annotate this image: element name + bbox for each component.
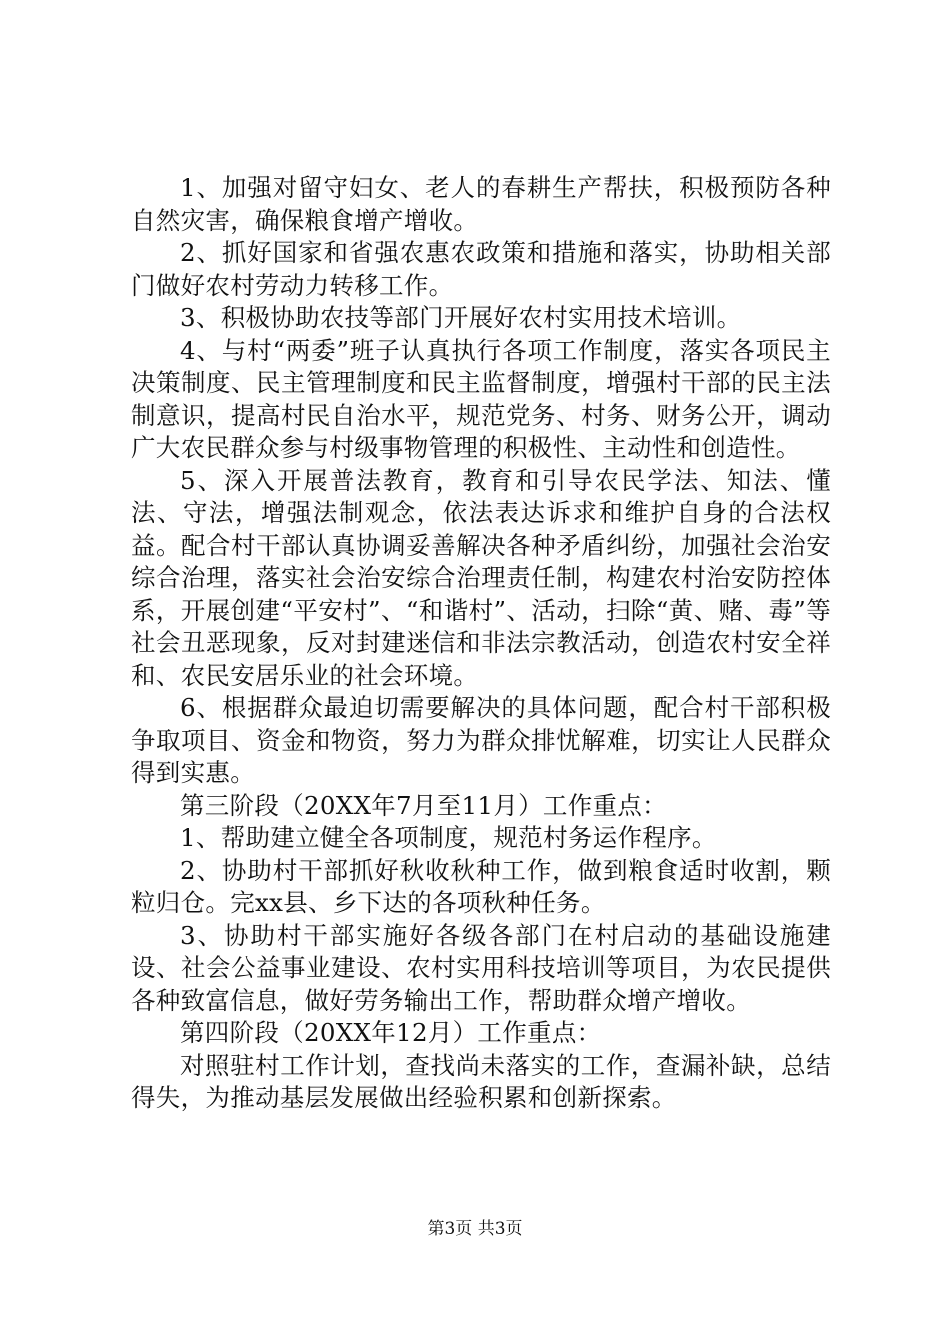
paragraph-spring-farming: 1、加强对留守妇女、老人的春耕生产帮扶，积极预防各种自然灾害，确保粮食增产增收。	[131, 173, 831, 235]
paragraph-summary: 对照驻村工作计划，查找尚未落实的工作，查漏补缺，总结得失，为推动基层发展做出经验积累和创新探索。	[131, 1050, 831, 1112]
paragraph-infrastructure: 3、协助村干部实施好各级各部门在村启动的基础设施建设、社会公益事业建设、农村实用科技培训等项目，为农民提供各种致富信息，做好劳务输出工作，帮助群众增产增收。	[131, 920, 831, 1015]
paragraph-training: 3、积极协助农技等部门开展好农村实用技术培训。	[180, 303, 742, 332]
paragraph-autumn-harvest: 2、协助村干部抓好秋收秋种工作，做到粮食适时收割，颗粒归仓。完xx县、乡下达的各项秋种任务。	[131, 855, 831, 917]
paragraph-democracy: 4、与村“两委”班子认真执行各项工作制度，落实各项民主决策制度、民主管理制度和民主监督制度，增强村干部的民主法制意识，提高村民自治水平，规范党务、村务、财务公开，调动广大农民群众参与村级事物管理的积极性、主动性和创造性。	[131, 335, 831, 462]
paragraph-projects: 6、根据群众最迫切需要解决的具体问题，配合村干部积极争取项目、资金和物资，努力为群众排忧解难，切实让人民群众得到实惠。	[131, 693, 831, 787]
heading-stage-three: 第三阶段（20XX年7月至11月）工作重点：	[180, 790, 667, 820]
paragraph-policy: 2、抓好国家和省强农惠农政策和措施和落实，协助相关部门做好农村劳动力转移工作。	[131, 238, 831, 300]
heading-stage-four: 第四阶段（20XX年12月）工作重点：	[180, 1018, 602, 1047]
document-body	[131, 172, 831, 1115]
paragraph-legal-education: 5、深入开展普法教育，教育和引导农民学法、知法、懂法、守法，增强法制观念，依法表达诉求和维护自身的合法权益。配合村干部认真协调妥善解决各种矛盾纠纷，加强社会治安综合治理，落实社会治安综合治理责任制，构建农村治安防控体系，开展创建“平安村”、“和谐村”、活动，扫除“黄、赌、毒”等社会丑恶现象，反对封建迷信和非法宗教活动，创造农村安全祥和、农民安居乐业的社会环境。	[131, 465, 831, 690]
page-number-footer: 第3页 共3页	[427, 1219, 523, 1239]
paragraph-systems: 1、帮助建立健全各项制度，规范村务运作程序。	[180, 823, 717, 852]
